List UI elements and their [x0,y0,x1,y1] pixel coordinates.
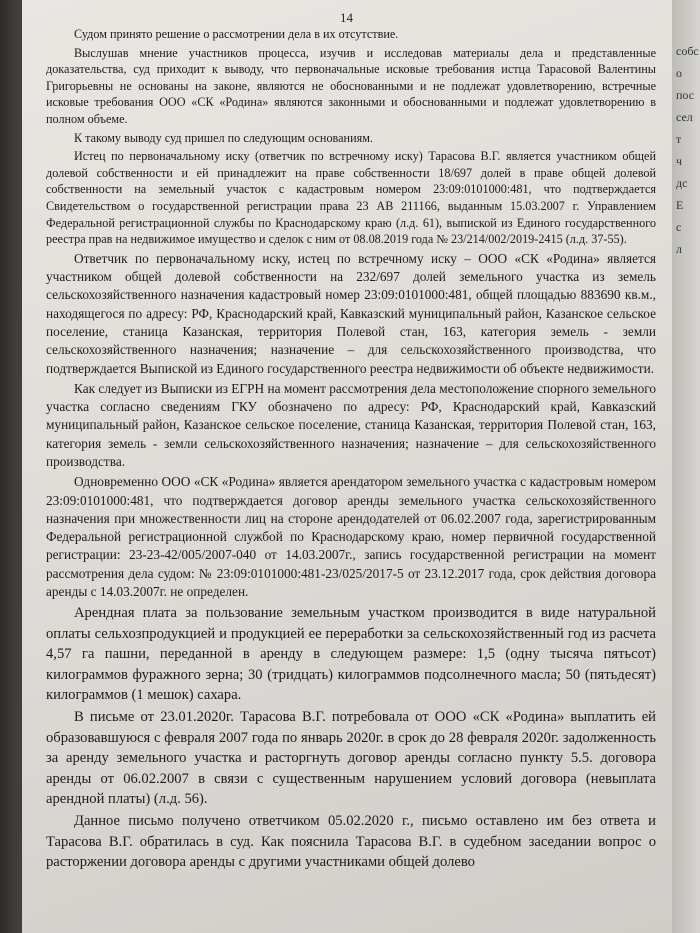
side-fragment: Е [676,198,684,212]
paragraph: В письме от 23.01.2020г. Тарасова В.Г. потребовала от ООО «СК «Родина» выплатить ей образовавшуюся с февраля 2007 года по январь 2020г. в срок до 28 февраля 2020г. задолженность за аренду земельного участка и расторгнуть договор аренды согласно пункту 5.5. договора аренды от 06.02.2007 в связи с существенным нарушением условий договора (невыплата арендной платы) (л.д. 56). [46,709,656,808]
page-number: 14 [340,10,353,25]
side-fragment: о [676,66,682,80]
side-fragment: т [676,132,682,146]
document-body [46,26,656,875]
side-fragment: л [676,242,682,256]
adjacent-page-edge [672,0,700,933]
side-fragment: дс [676,176,688,190]
paragraph: Истец по первоначальному иску (ответчик по встречному иску) Тарасова В.Г. является участником общей долевой собственности и ей принадлежит на праве собственности 18/697 долей в праве общей долевой собственности на земельный участок с кадастровым номером 23:09:0101000:481, что подтверждается Свидетельством о государственной регистрации права 23 АВ 211166, выданным 15.03.2007 г. Управлением Федеральной регистрационной службы по Краснодарскому краю (л.д. 61), выпиской из Единого государственного реестра прав на недвижимое имущество и сделок с ним от 08.08.2019 года № 23/214/002/2019-2415 (л.д. 37-55). [46,149,656,247]
paragraph: Как следует из Выписки из ЕГРН на момент рассмотрения дела местоположение спорного земельного участка согласно сведениям ГКУ обозначено по адресу: РФ, Краснодарский край, Кавказский муниципальный район, Казанское сельское поселение, станица Казанская, территория Полевой стан, 163, категория земель - земли сельскохозяйственного назначения; назначение – для сельскохозяйственного производства. [46,380,656,469]
side-fragment: ч [676,154,683,168]
document-page [22,0,672,933]
paragraph: Судом принято решение о рассмотрении дела в их отсутствие. [74,27,399,41]
paragraph: Данное письмо получено ответчиком 05.02.2020 г., письмо оставлено им без ответа и Тарасова В.Г. обратилась в суд. Как пояснила Тарасова В.Г. в судебном заседании вопрос о расторжении договора аренды с другими участниками общей долево [46,813,656,871]
section-top [46,26,656,248]
side-fragment: с [676,220,682,234]
side-fragment: сел [676,110,693,124]
section-middle [46,250,656,602]
paragraph: Выслушав мнение участников процесса, изучив и исследовав материалы дела и представленные доказательства, суд приходит к выводу, что первоначальные исковые требования истца Тарасовой Валентины Григорьевны не основаны на законе, являются не обоснованными и не подлежат удовлетворению, встречные исковые требования ООО «СК «Родина» являются законными и обоснованными и подлежат удовлетворению в полном объеме. [46,45,656,126]
paragraph: К такому выводу суд пришел по следующим основаниям. [74,130,373,145]
section-bottom [46,603,656,872]
paragraph: Арендная плата за пользование земельным участком производится в виде натуральной оплаты сельхозпродукцией и продукцией ее переработки за сельскохозяйственный год из расчета 4,57 га пашни, переданной в аренду в следующем размере: 1,5 (одну тысяча пятьсот) килограммов фуражного зерна; 30 (тридцать) килограммов подсолнечного масла; 50 (пятьдесят) килограммов (1 мешок) сахара. [46,605,656,703]
side-fragment: собс [676,44,699,58]
side-fragment: пос [676,88,695,102]
paragraph: Ответчик по первоначальному иску, истец по встречному иску – ООО «СК «Родина» является участником общей долевой собственности на 232/697 долей земельного участка из земель сельскохозяйственного назначения кадастровый номер 23:09:0101000:481, общей площадью 883690 кв.м., находящегося по адресу: РФ, Краснодарский край, Кавказский муниципальный район, Казанское сельское поселение, станица Казанская, территория Полевой стан, 163, категория земель - земли сельскохозяйственного назначения; назначение – для сельскохозяйственного производства, что подтверждается Выпиской из Единого государственного реестра недвижимости об объекте недвижимости. [46,250,656,376]
paragraph: Одновременно ООО «СК «Родина» является арендатором земельного участка с кадастровым номером 23:09:0101000:481, что подтверждается договор аренды земельного участка сельскохозяйственного назначения при множественности лиц на стороне арендодателей от 06.02.2007 года, зарегистрированным Федеральной регистрационной службой по Краснодарскому краю, номер первичной государственной регистрации: 23-23-42/005/2007-040 от 14.03.2007г., запись государственной регистрации на момент рассмотрения дела судом: № 23:09:0101000:481-23/025/2017-5 от 23.12.2017 года, срок действия договора аренды с 14.03.2007г. не определен. [46,474,656,600]
